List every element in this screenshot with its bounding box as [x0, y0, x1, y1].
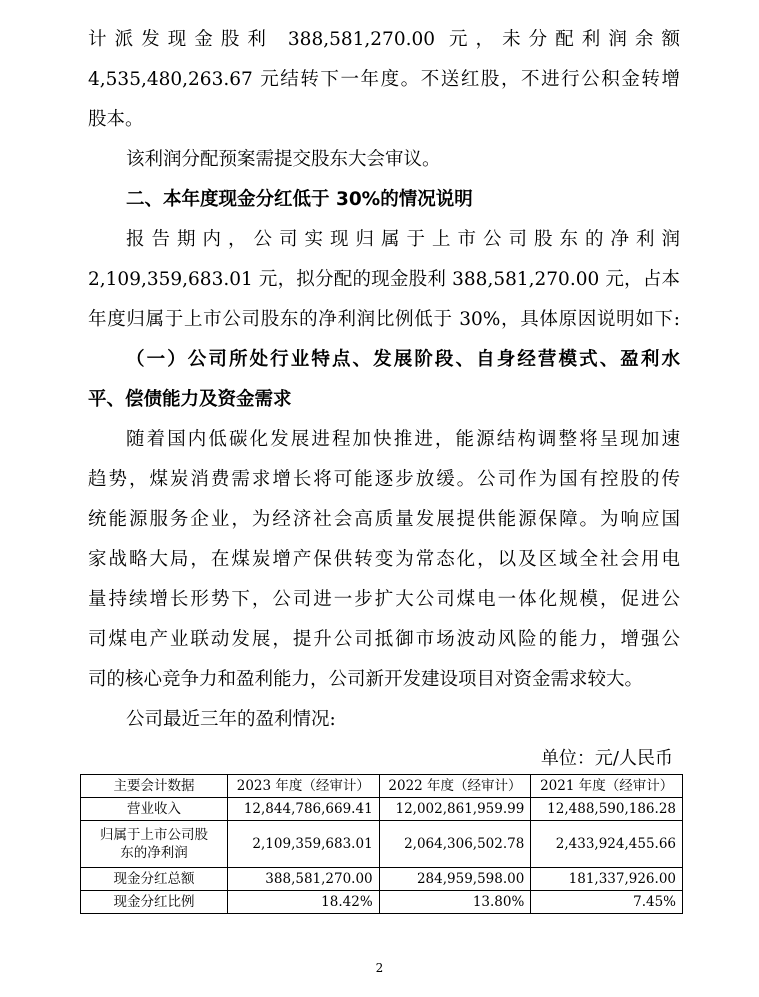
subsection-heading: 平、偿债能力及资金需求 [88, 389, 292, 410]
paragraph-line: 司的核心竞争力和盈利能力，公司新开发建设项目对资金需求较大。 [88, 669, 644, 690]
paragraph-line: 计派发现金股利 388,581,270.00 元，未分配利润余额 [88, 29, 680, 50]
table-cell: 12,488,590,186.28 [531, 798, 683, 821]
row-label: 营业收入 [81, 798, 228, 821]
paragraph-line: 公司最近三年的盈利情况: [126, 709, 336, 730]
table-header-cell: 主要会计数据 [81, 775, 228, 798]
table-cell: 2,064,306,502.78 [379, 821, 531, 868]
paragraph-line: 统能源服务企业，为经济社会高质量发展提供能源保障。为响应国 [88, 509, 680, 530]
paragraph-line: 股本。 [88, 109, 144, 130]
table-cell: 2,109,359,683.01 [228, 821, 380, 868]
table-cell: 18.42% [228, 891, 380, 914]
table-cell: 181,337,926.00 [531, 868, 683, 891]
paragraph-line: 司煤电产业联动发展，提升公司抵御市场波动风险的能力，增强公 [88, 629, 680, 650]
paragraph-line: 随着国内低碳化发展进程加快推进，能源结构调整将呈现加速 [126, 429, 680, 450]
paragraph-line: 家战略大局，在煤炭增产保供转变为常态化，以及区域全社会用电 [88, 549, 680, 570]
table-row [81, 891, 683, 914]
table-cell: 284,959,598.00 [379, 868, 531, 891]
subsection-heading: （一）公司所处行业特点、发展阶段、自身经营模式、盈利水 [126, 349, 680, 370]
paragraph-line: 报告期内，公司实现归属于上市公司股东的净利润 [126, 229, 680, 250]
table-header-row [81, 775, 683, 798]
table-cell: 13.80% [379, 891, 531, 914]
table-header-cell: 2022 年度（经审计） [379, 775, 531, 798]
table-cell: 388,581,270.00 [228, 868, 380, 891]
table-header-cell: 2021 年度（经审计） [531, 775, 683, 798]
table-row [81, 798, 683, 821]
paragraph-line: 该利润分配预案需提交股东大会审议。 [126, 149, 441, 170]
table-cell: 12,002,861,959.99 [379, 798, 531, 821]
table-row [81, 868, 683, 891]
table-cell: 2,433,924,455.66 [531, 821, 683, 868]
row-label: 现金分红比例 [81, 891, 228, 914]
paragraph-line: 4,535,480,263.67 元结转下一年度。不送红股，不进行公积金转增 [88, 69, 680, 90]
row-label-line: 归属于上市公司股 [100, 827, 208, 843]
row-label-line: 东的净利润 [120, 845, 188, 861]
table-unit-label: 单位：元/人民币 [540, 748, 673, 769]
row-label [81, 821, 228, 868]
section-heading: 二、本年度现金分红低于 30%的情况说明 [126, 189, 473, 210]
financial-data-table [80, 774, 683, 914]
page-number: 2 [375, 961, 384, 975]
row-label: 现金分红总额 [81, 868, 228, 891]
paragraph-line: 量持续增长形势下，公司进一步扩大公司煤电一体化规模，促进公 [88, 589, 680, 610]
paragraph-line: 年度归属于上市公司股东的净利润比例低于 30%，具体原因说明如下: [88, 309, 680, 330]
table-header-cell: 2023 年度（经审计） [228, 775, 380, 798]
table-cell: 7.45% [531, 891, 683, 914]
table-row [81, 821, 683, 868]
paragraph-line: 2,109,359,683.01 元，拟分配的现金股利 388,581,270.00 元，占本 [88, 269, 680, 290]
table-cell: 12,844,786,669.41 [228, 798, 380, 821]
paragraph-line: 趋势，煤炭消费需求增长将可能逐步放缓。公司作为国有控股的传 [88, 469, 680, 490]
